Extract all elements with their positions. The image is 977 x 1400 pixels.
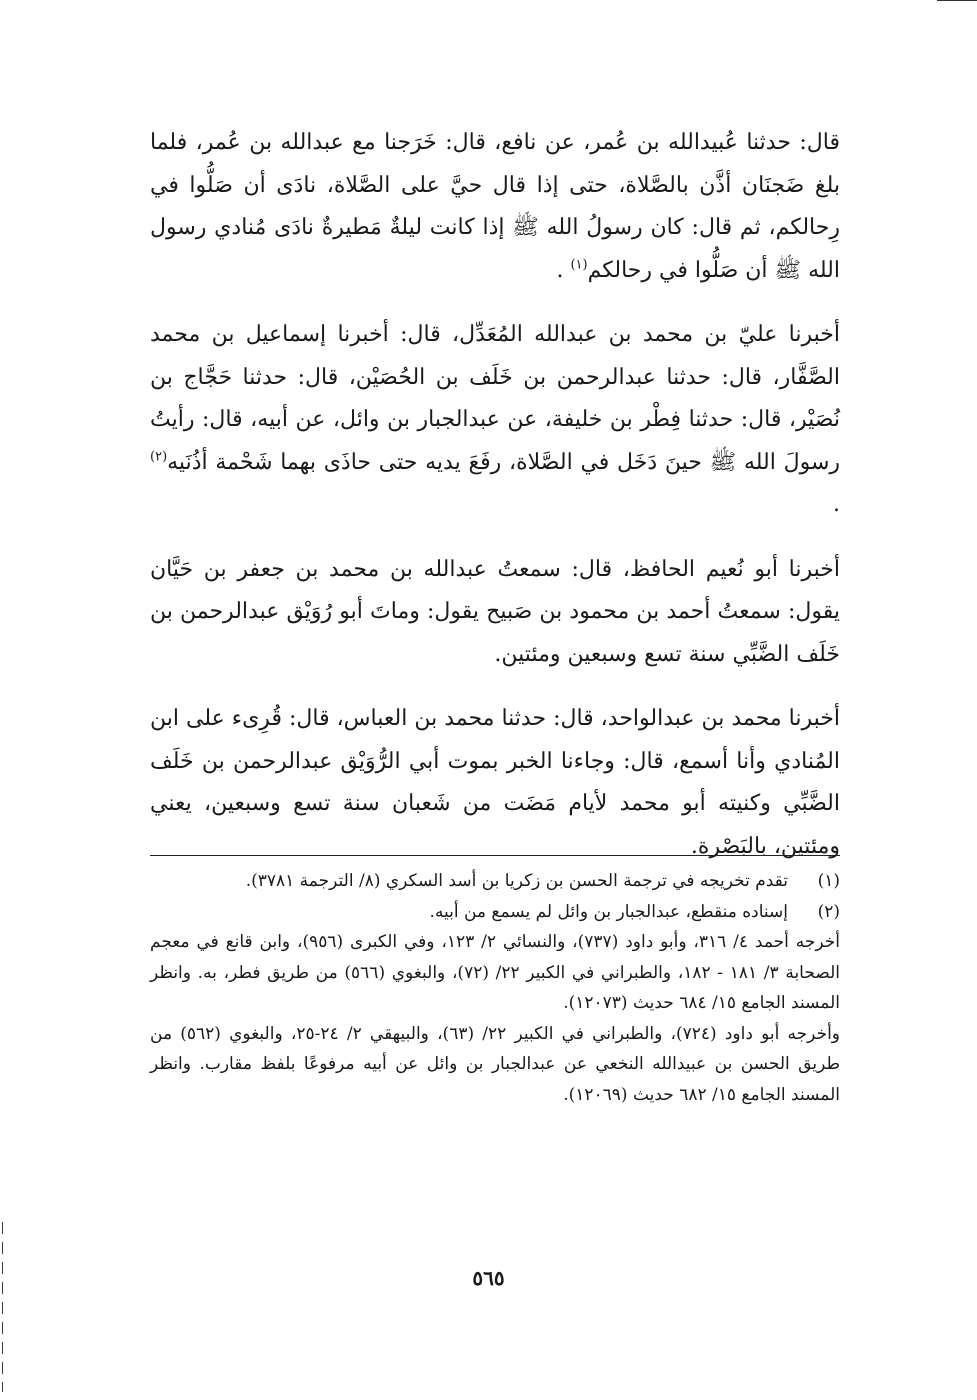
footnote-ref-1[interactable]: (١) xyxy=(570,257,588,273)
footnotes-block xyxy=(150,866,840,1110)
footnote-2-continuation-1: أخرجه أحمد ٤/ ٣١٦، وأبو داود (٧٣٧)، والنسائي ٢/ ١٢٣، وفي الكبرى (٩٥٦)، وابن قانع في معجم الصحابة ٣/ ١٨١ - ١٨٢، والطبراني في الكبير ٢٢/ (٧٢)، والبغوي (٥٦٦) من طريق فطر، به. وانظر المسند الجامع ١٥/ ٦٨٤ حديث (١٢٠٧٣). xyxy=(150,932,840,1013)
footnote-ref-2[interactable]: (٢) xyxy=(150,449,168,465)
footnote-2-text: إسناده منقطع، عبدالجبار بن وائل لم يسمع من أبيه. xyxy=(429,901,788,922)
footnote-1-number: (١) xyxy=(817,871,840,891)
footnote-2-continuation-2: وأخرجه أبو داود (٧٢٤)، والطبراني في الكبير ٢٢/ (٦٣)، والبيهقي ٢/ ٢٤-٢٥، والبغوي (٥٦٢) من طريق الحسن بن عبيدالله النخعي عن عبدالجبار بن وائل عن أبيه مرفوعًا بلفظ مقارب. وانظر المسند الجامع ١٥/ ٦٨٢ حديث (١٢٠٦٩). xyxy=(150,1023,841,1105)
paragraph-3: أخبرنا أبو نُعيم الحافظ، قال: سمعتُ عبدالله بن محمد بن جعفر بن حَيَّان يقول: سمعتُ أحمد بن محمود بن صَبيح يقول: وماتَ أبو رُوَيْق عبدالرحمن بن خَلَف الضَّبِّي سنة تسع وسبعين ومئتين. xyxy=(150,556,840,667)
paragraph-1-text: قال: حدثنا عُبيدالله بن عُمر، عن نافع، قال: خَرَجنا مع عبدالله بن عُمر، فلما بلغ ضَجنَان أذَّن بالصَّلاة، حتى إذا قال حيَّ على الصَّلاة، نادَى أن صَلُّوا في رِحالكم، ثم قال: كان رسولُ الله ﷺ إذا كانت ليلةٌ مَطيرةٌ نادَى مُنادي رسول الله ﷺ أن صَلُّوا في رحالكم xyxy=(150,130,840,283)
footnote-2 xyxy=(150,897,840,928)
paragraph-4: أخبرنا محمد بن عبدالواحد، قال: حدثنا محمد بن العباس، قال: قُرِىء على ابن المُنادي وأنا أسمع، قال: وجاءنا الخبر بموت أبي الرُّوَيْق عبدالرحمن بن خَلَف الضَّبِّي وكنيته أبو محمد لأيام مَضَت من شَعبان سنة تسع وسبعين، يعني ومئتين، بالبَصْرة. xyxy=(150,706,840,859)
footnote-1-text: تقدم تخريجه في ترجمة الحسن بن زكريا بن أسد السكري (٨/ الترجمة ٣٧٨١). xyxy=(245,871,788,891)
paragraph-1 xyxy=(150,122,840,292)
footnote-separator xyxy=(150,855,840,856)
paragraph-2 xyxy=(150,314,840,527)
paragraph-1-end: . xyxy=(556,257,571,283)
main-text-block xyxy=(150,122,840,890)
footnote-2-number: (٢) xyxy=(817,901,840,922)
paragraph-2-end: . xyxy=(833,492,840,517)
scan-margin-ticks xyxy=(2,1222,3,1392)
footnote-1 xyxy=(150,866,840,897)
scan-corner-mark xyxy=(937,0,977,17)
page-number: ٥٦٥ xyxy=(472,1266,505,1290)
paragraph-2-text: أخبرنا عليّ بن محمد بن عبدالله المُعَدِّل، قال: أخبرنا إسماعيل بن محمد الصَّفَّار، قال: حدثنا عبدالرحمن بن خَلَف بن الحُصَيْن، قال: حدثنا حَجَّاج بن نُصَيْر، قال: حدثنا فِطْر بن خليفة، عن عبدالجبار بن وائل، عن أبيه، قال: رأيتُ رسولَ الله ﷺ حينَ دَخَل في الصَّلاة، رفَعَ يديه حتى حاذَى بهما شَحْمة أذُنَيه xyxy=(150,322,840,475)
